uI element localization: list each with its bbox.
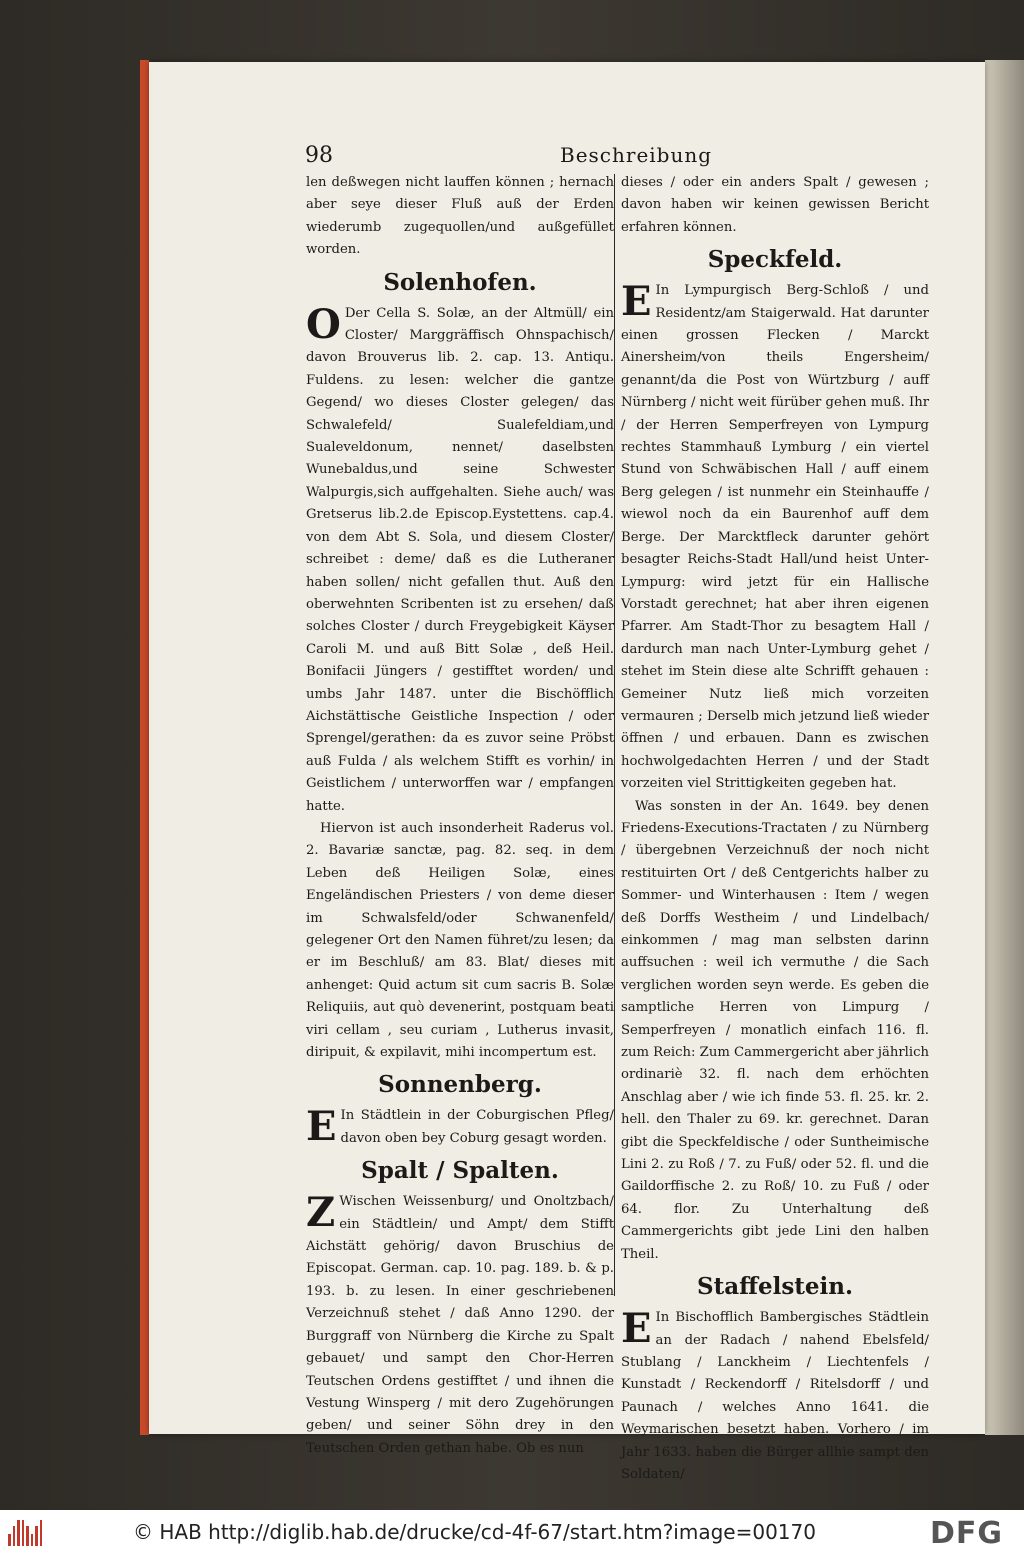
hab-logo-icon: [8, 1520, 42, 1546]
speckfeld-paragraph-2: Was sonsten in der An. 1649. bey denen Friedens-Executions-Tractaten / zu Nürnberg / übergebnen Verzeichnuß der noch nicht restituirten Ort / deß Centgerichts halber zu Sommer- und Winterhausen : Item / wegen deß Dorffs Westheim / und Lindelbach/ einkommen / mag man selbsten darinn auffsuchen : weil ich vermuthe / die Sach verglichen worden seyn werde. Es geben die samptliche Herren von Limpurg / Semperfreyen / monatlich einfach 116. fl. zum Reich: Zum Cammergericht aber jährlich ordinariè 32. fl. nach dem erhöchten Anschlag aber / wie ich finde 53. fl. 25. kr. 2. hell. den Thaler zu 69. kr. gerechnet. Daran gibt die Speckfeldische / oder Suntheimische Lini 2. zu Roß / 7. zu Fuß/ oder 52. fl. und die Gaildorffische 2. zu Roß/ 10. zu Fuß / oder 64. flor. Zu Unterhaltung deß Cammergerichts gibt jede Lini den halben Theil.: [621, 798, 929, 1262]
spalt-text: Wischen Weissenburg/ und Onoltzbach/ ein Städtlein/ und Ampt/ dem Stifft Aichstätt gehörig/ davon Bruschius de Episcopat. German. cap. 10. pag. 189. b. & p. 193. b. zu lesen. In einer geschriebenen Verzeichnuß stehet / daß Anno 1290. der Burggraff von Nürnberg die Kirche zu Spalt gebauet/ und sampt den Chor-Herren Teutschen Ordens gestifftet / und ihnen die Vestung Winsperg / mit dero Zugehörungen geben/ und seiner Söhn drey in den Teutschen Orden gethan habe. Ob es nun: [306, 1194, 614, 1456]
speckfeld-paragraph-1: [621, 280, 929, 795]
right-intro-text: dieses / oder ein anders Spalt / gewesen ; davon haben wir keinen gewissen Bericht erfahren können.: [621, 175, 929, 235]
speckfeld-text-1: In Lympurgisch Berg-Schloß / und Residentz/am Staigerwald. Hat darunter einen grossen Flecken / Marckt Ainersheim/von theils Engersheim/ genannt/da die Post von Würtzburg / auff Nürnberg / nicht weit fürüber gehen muß. Ihr / der Herren Semperfreyen von Lympurg rechtes Stammhauß Lymburg / ein viertel Stund von Schwäbischen Hall / auff einem Berg gelegen / ist nunmehr ein Steinhauffe / wiewol noch da ein Baurenhof auff dem Berge. Der Marcktfleck darunter gehört besagter Reichs-Stadt Hall/und heist Unter-Lympurg: wird jetzt für ein Hallische Vorstadt gerechnet; hat aber ihren eigenen Pfarrer. Am Stadt-Thor zu besagtem Hall / dardurch man nach Unter-Lymburg gehet / stehet im Stein diese alte Schrifft gehauen : Gemeiner Nutz ließ mich vorzeiten vermauren ; Derselb mich jetzund ließ wieder öffnen / und erbauen. Dann es zwischen hochwolgedachten Herren / und der Stadt vorzeiten viel Strittigkeiten gegeben hat.: [621, 283, 929, 792]
page-edge-binding: [140, 60, 149, 1435]
drop-cap: E: [306, 1103, 337, 1151]
drop-cap: O: [306, 300, 341, 348]
sonnenberg-paragraph: [306, 1105, 614, 1150]
heading-solenhofen: Solenhofen.: [383, 268, 537, 296]
spalt-paragraph: [306, 1191, 614, 1460]
drop-cap: E: [621, 278, 652, 326]
heading-staffelstein: Staffelstein.: [696, 1273, 854, 1301]
solenhofen-paragraph-1: [306, 300, 614, 818]
book-spine-edge: [985, 60, 1024, 1435]
sonnenberg-text: In Städtlein in der Coburgischen Pfleg/ davon oben bey Coburg gesagt worden.: [340, 1108, 614, 1146]
solenhofen-text-1: Der Cella S. Solæ, an der Altmüll/ ein Closter/ Marggräffisch Ohnspachisch/ davon Brouverus lib. 2. cap. 13. Antiqu. Fuldens. zu lesen: welcher die gantze Gegend/ wo dieses Closter gelegen/ das Schwalefeld/ Sualefeldiam,und Sualeveldonum, nennet/ daselbsten Wunebaldus,und seine Schwester Walpurgis,sich auffgehalten. Siehe auch/ was Gretserus lib.2.de Episcop.Eystettens. cap.4. von dem Abt S. Sola, und diesem Closter/ schreibet : deme/ daß es die Lutheraner haben sollen/ nicht gefallen thut. Auß den oberwehnten Scribenten ist zu ersehen/ daß solches Closter / durch Freygebigkeit Käyser Caroli M. und auß Bitt Solæ , deß Heil. Bonifacii Jüngers / gestifftet worden/ und umbs Jahr 1487. unter die Bischöfflich Aichstättische Geistliche Inspection / oder Sprengel/gerathen: da es zuvor seine Pröbst auß Fulda / als welchem Stifft es vorhin/ in Geistlichem / unterworffen war / empfangen hatte.: [306, 305, 614, 814]
drop-cap: Z: [306, 1189, 336, 1237]
staffelstein-text: In Bischofflich Bambergisches Städtlein an der Radach / nahend Ebelsfeld/ Stublang / Lanckheim / Liechtenfels / Kunstadt / Reckendorff / Ritelsdorff / und Paunach / welches Anno 1641. die Weymarischen besetzt haben. Vorhero / im Jahr 1633. haben die Bürger allhie sampt den Soldaten/: [621, 1310, 929, 1482]
dfg-logo: DFG: [930, 1516, 1004, 1551]
running-title: Beschreibung: [560, 143, 713, 167]
viewer-footer: [0, 1510, 1024, 1555]
staffelstein-paragraph: [621, 1307, 929, 1486]
heading-sonnenberg: Sonnenberg.: [378, 1071, 542, 1099]
left-intro-text: len deßwegen nicht lauffen können ; hernach aber seye dieser Fluß auß der Erden wiederumb zugequollen/und außgefüllet worden.: [306, 175, 614, 258]
page-number: 98: [305, 143, 333, 168]
heading-speckfeld: Speckfeld.: [707, 246, 843, 274]
right-column: [621, 172, 929, 1486]
left-column: [306, 172, 614, 1460]
solenhofen-paragraph-2: Hiervon ist auch insonderheit Raderus vol. 2. Bavariæ sanctæ, pag. 82. seq. in dem Leben deß Heiligen Solæ, eines Engeländischen Priesters / von deme dieser im Schwalsfeld/oder Schwanenfeld/ gelegener Ort den Namen führet/zu lesen; da er im Beschluß/ am 83. Blat/ dieses mit anhenget: Quid actum sit cum sacris B. Solæ Reliquiis, aut quò devenerint, postquam beati viri cellam , seu curiam , Lutherus invasit, diripuit, & expilavit, mihi incompertum est.: [306, 820, 614, 1061]
drop-cap: E: [621, 1305, 652, 1353]
heading-spalt: Spalt / Spalten.: [361, 1157, 559, 1185]
footer-citation-link[interactable]: © HAB http://diglib.hab.de/drucke/cd-4f-67/start.htm?image=00170: [133, 1520, 816, 1544]
column-divider: [614, 174, 615, 1296]
